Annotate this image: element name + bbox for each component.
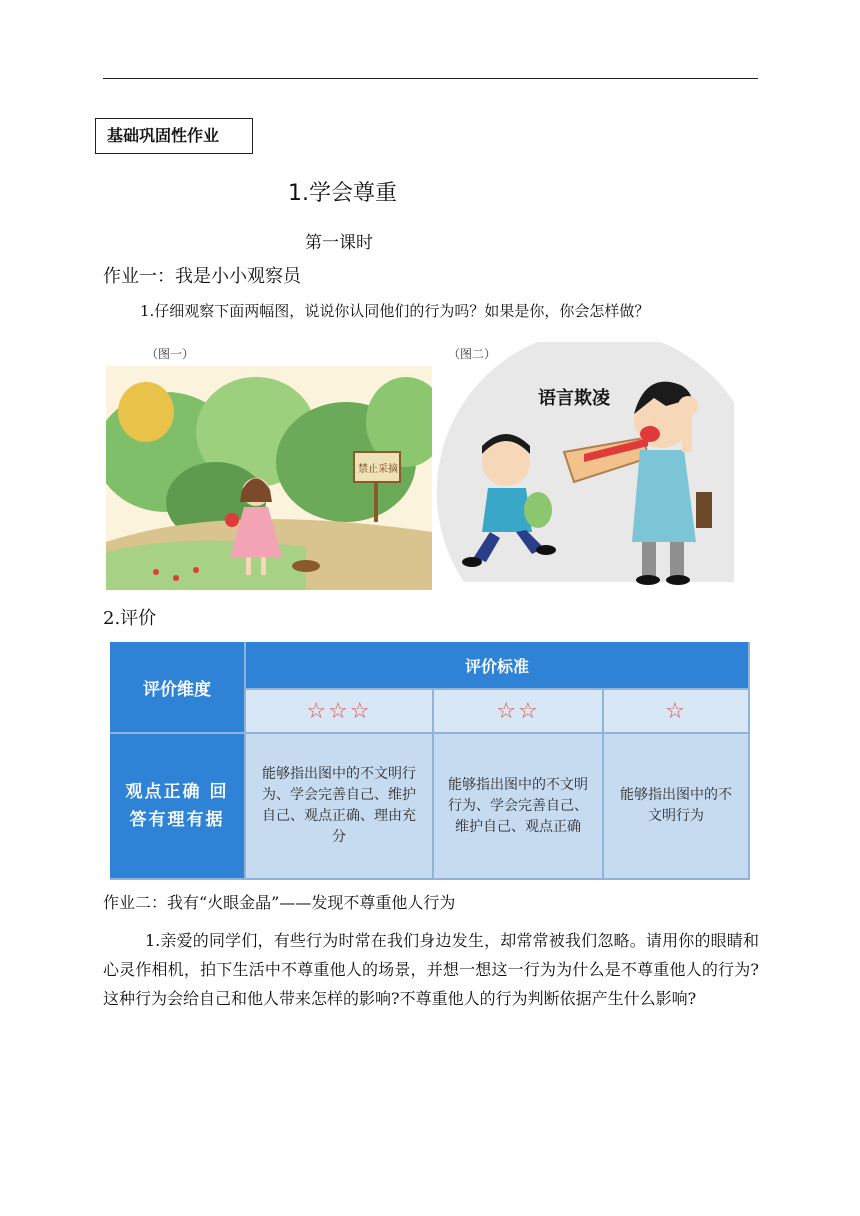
dimension-header: 评价维度 [110,642,246,734]
level-three-stars: ☆☆☆ [246,690,434,734]
level-one-star: ☆ [604,690,750,734]
header-rule [103,78,758,79]
criteria-three-stars: 能够指出图中的不文明行为、学会完善自己、维护自己、观点正确、理由充分 [246,734,434,880]
figure-2-illustration [434,342,754,590]
figure-1-illustration [106,342,432,590]
evaluation-table [110,642,750,880]
task1-question: 1.仔细观察下面两幅图，说说你认同他们的行为吗？如果是你，你会怎样做？ [140,302,650,320]
task2-heading: 作业二：我有“火眼金晶”——发现不尊重他人行为 [103,893,456,912]
level-two-stars: ☆☆ [434,690,604,734]
figure-1-caption: （图一） [146,347,195,361]
task1-heading: 作业一：我是小小观察员 [103,266,301,287]
criteria-one-star: 能够指出图中的不文明行为 [604,734,750,880]
dimension-cell: 观点正确 回答有理有据 [110,734,246,880]
figure-2-caption: （图二） [448,347,497,361]
lesson-title: 1.学会尊重 [288,181,397,206]
homework-type-tag: 基础巩固性作业 [95,118,253,154]
period-label: 第一课时 [305,233,373,253]
figure-2-label: 语言欺凌 [538,388,610,409]
evaluation-heading: 2.评价 [103,608,157,629]
standard-header: 评价标准 [246,642,750,690]
figure-1-sign: 禁止采摘 [358,464,398,475]
criteria-two-stars: 能够指出图中的不文明行为、学会完善自己、维护自己、观点正确 [434,734,604,880]
task2-paragraph: 1.亲爱的同学们，有些行为时常在我们身边发生，却常常被我们忽略。请用你的眼睛和心灵作相机，拍下生活中不尊重他人的场景，并想一想这一行为为什么是不尊重他人的行为?这种行为会给自己和他人带来怎样的影响?不尊重他人的行为判断依据产生什么影响? [103,931,759,1008]
